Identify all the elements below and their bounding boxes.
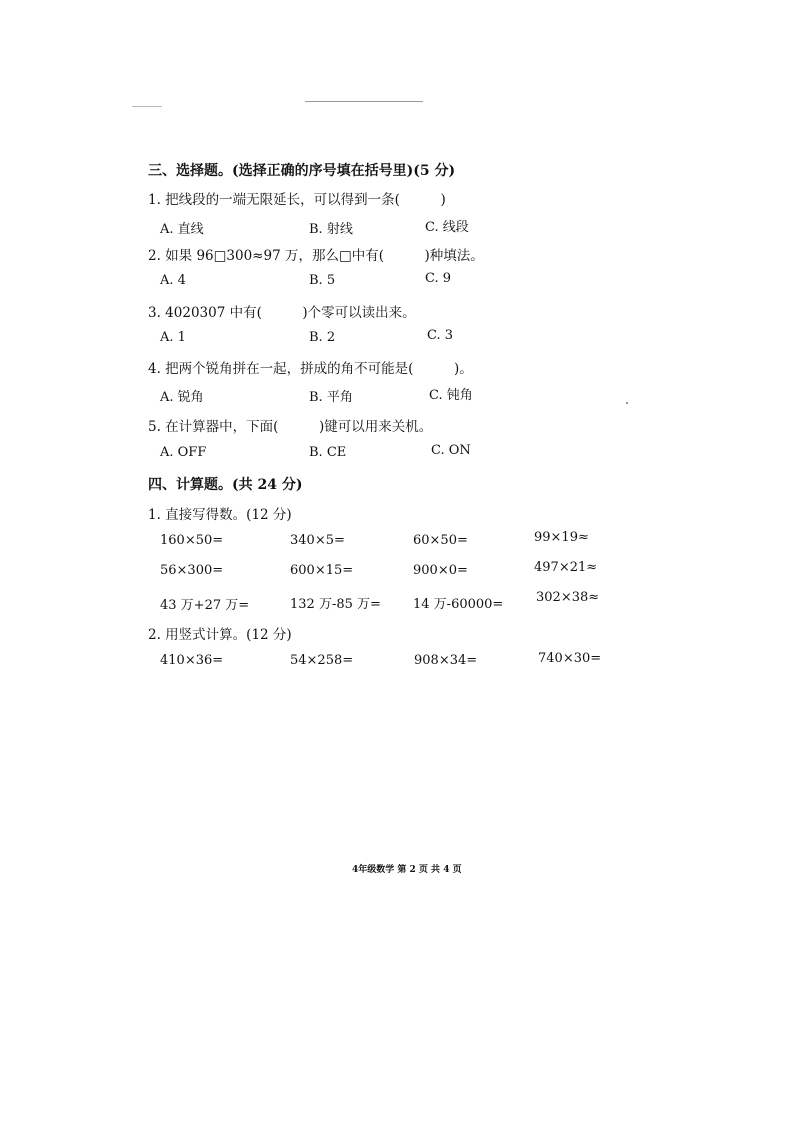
q4-option-a: A. 锐角 xyxy=(160,390,204,405)
q5-option-a: A. OFF xyxy=(160,445,207,460)
question-4: 4. 把两个锐角拼在一起，拼成的角不可能是( )。 xyxy=(148,361,473,377)
q4-option-b: B. 平角 xyxy=(309,390,353,405)
q3-option-c: C. 3 xyxy=(427,328,454,343)
q3-option-a: A. 1 xyxy=(160,330,186,345)
calc-item: 132 万-85 万= xyxy=(290,597,381,612)
q4-option-c: C. 钝角 xyxy=(429,388,473,403)
question-2: 2. 如果 96□300≈97 万，那么□中有( )种填法。 xyxy=(148,248,484,264)
section4-heading: 四、计算题。(共 24 分) xyxy=(148,477,303,493)
q5-option-b: B. CE xyxy=(309,445,347,460)
q2-option-b: B. 5 xyxy=(309,273,336,288)
calc-item: 900×0= xyxy=(413,563,468,578)
calc-item: 99×19≈ xyxy=(534,530,589,545)
question-1: 1. 把线段的一端无限延长，可以得到一条( ) xyxy=(148,192,446,208)
q3-option-b: B. 2 xyxy=(309,330,336,345)
q1-option-b: B. 射线 xyxy=(309,222,353,237)
calc-item: 600×15= xyxy=(290,563,354,578)
calc-item: 497×21≈ xyxy=(534,560,598,575)
page-footer: 4年级数学 第 2 页 共 4 页 xyxy=(352,865,462,875)
question-5: 5. 在计算器中，下面( )键可以用来关机。 xyxy=(148,419,433,435)
vertical-calc-item: 740×30= xyxy=(538,651,602,666)
vertical-calc-item: 908×34= xyxy=(414,653,478,668)
q2-option-c: C. 9 xyxy=(425,271,452,286)
calc-item: 160×50= xyxy=(160,533,224,548)
part2-title: 2. 用竖式计算。(12 分) xyxy=(148,627,292,643)
scan-artifact-top xyxy=(305,101,423,102)
section3-heading: 三、选择题。(选择正确的序号填在括号里)(5 分) xyxy=(148,163,456,179)
calc-item: 14 万-60000= xyxy=(413,597,504,612)
q2-option-a: A. 4 xyxy=(160,273,186,288)
calc-item: 302×38≈ xyxy=(536,590,600,605)
calc-item: 340×5= xyxy=(290,533,345,548)
part1-title: 1. 直接写得数。(12 分) xyxy=(148,507,292,523)
q5-option-c: C. ON xyxy=(431,443,471,458)
question-3: 3. 4020307 中有( )个零可以读出来。 xyxy=(148,305,416,321)
scan-speck xyxy=(626,402,628,404)
scan-artifact-left xyxy=(132,106,162,107)
q1-option-c: C. 线段 xyxy=(425,220,469,235)
calc-item: 56×300= xyxy=(160,563,224,578)
vertical-calc-item: 54×258= xyxy=(290,653,354,668)
calc-item: 60×50= xyxy=(413,533,468,548)
calc-item: 43 万+27 万= xyxy=(160,598,250,613)
q1-option-a: A. 直线 xyxy=(160,222,204,237)
vertical-calc-item: 410×36= xyxy=(160,653,224,668)
